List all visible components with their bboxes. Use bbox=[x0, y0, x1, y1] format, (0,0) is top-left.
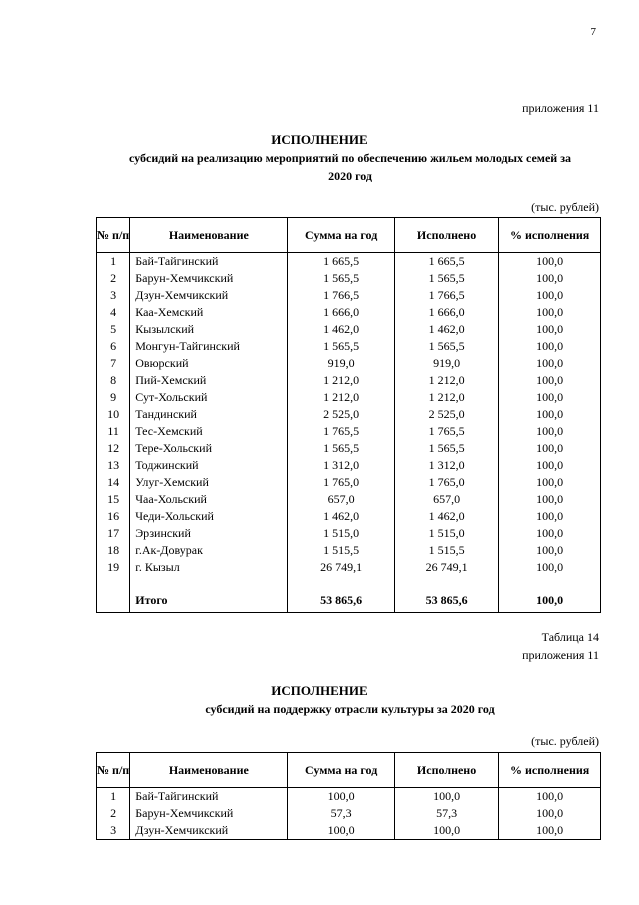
page-number: 7 bbox=[590, 26, 596, 38]
cell-name: Барун-Хемчикский bbox=[130, 270, 288, 287]
cell-name: Эрзинский bbox=[130, 525, 288, 542]
cell-done: 1 515,0 bbox=[394, 525, 498, 542]
header-num: № п/п bbox=[97, 218, 130, 253]
total-num bbox=[97, 588, 130, 613]
cell-num: 13 bbox=[97, 457, 130, 474]
table-row bbox=[97, 389, 601, 406]
cell-num: 16 bbox=[97, 508, 130, 525]
cell-name: Дзун-Хемчикский bbox=[130, 287, 288, 304]
cell-done: 1 765,0 bbox=[394, 474, 498, 491]
cell-num: 2 bbox=[97, 270, 130, 287]
cell-pct: 100,0 bbox=[499, 338, 601, 355]
cell-sum: 1 312,0 bbox=[288, 457, 394, 474]
cell-num: 3 bbox=[97, 287, 130, 304]
cell-name: Бай-Тайгинский bbox=[130, 253, 288, 271]
total-done: 53 865,6 bbox=[394, 588, 498, 613]
total-row bbox=[97, 588, 601, 613]
cell-num: 11 bbox=[97, 423, 130, 440]
cell-sum: 1 565,5 bbox=[288, 270, 394, 287]
cell-name: г. Кызыл bbox=[130, 559, 288, 576]
cell-num: 6 bbox=[97, 338, 130, 355]
cell-pct: 100,0 bbox=[499, 321, 601, 338]
cell-sum: 657,0 bbox=[288, 491, 394, 508]
header-pct: % исполнения bbox=[499, 753, 601, 788]
table2-units: (тыс. рублей) bbox=[531, 734, 599, 748]
table2-appendix: приложения 11 bbox=[522, 648, 599, 662]
spacer-cell bbox=[394, 576, 498, 588]
table-row bbox=[97, 805, 601, 822]
cell-done: 57,3 bbox=[394, 805, 498, 822]
cell-num: 5 bbox=[97, 321, 130, 338]
cell-pct: 100,0 bbox=[499, 253, 601, 271]
header-name: Наименование bbox=[130, 753, 288, 788]
total-label: Итого bbox=[130, 588, 288, 613]
cell-name: Кызылский bbox=[130, 321, 288, 338]
cell-done: 657,0 bbox=[394, 491, 498, 508]
table-row bbox=[97, 542, 601, 559]
cell-pct: 100,0 bbox=[499, 491, 601, 508]
spacer-cell bbox=[97, 576, 130, 588]
header-pct: % исполнения bbox=[499, 218, 601, 253]
table1-title: ИСПОЛНЕНИЕ bbox=[271, 132, 368, 147]
cell-sum: 100,0 bbox=[288, 788, 394, 806]
cell-sum: 919,0 bbox=[288, 355, 394, 372]
cell-name: Сут-Хольский bbox=[130, 389, 288, 406]
cell-num: 7 bbox=[97, 355, 130, 372]
cell-pct: 100,0 bbox=[499, 822, 601, 840]
cell-pct: 100,0 bbox=[499, 457, 601, 474]
cell-num: 4 bbox=[97, 304, 130, 321]
table2 bbox=[96, 752, 601, 840]
appendix-label: приложения 11 bbox=[522, 101, 599, 115]
cell-pct: 100,0 bbox=[499, 423, 601, 440]
cell-pct: 100,0 bbox=[499, 304, 601, 321]
table-row bbox=[97, 822, 601, 840]
cell-num: 9 bbox=[97, 389, 130, 406]
cell-done: 1 565,5 bbox=[394, 440, 498, 457]
cell-num: 12 bbox=[97, 440, 130, 457]
cell-name: Бай-Тайгинский bbox=[130, 788, 288, 806]
cell-name: Овюрский bbox=[130, 355, 288, 372]
table-row bbox=[97, 491, 601, 508]
cell-pct: 100,0 bbox=[499, 542, 601, 559]
cell-done: 1 765,5 bbox=[394, 423, 498, 440]
table-row bbox=[97, 559, 601, 576]
cell-pct: 100,0 bbox=[499, 559, 601, 576]
cell-name: Тес-Хемский bbox=[130, 423, 288, 440]
cell-sum: 1 212,0 bbox=[288, 372, 394, 389]
table2-subtitle: субсидий на поддержку отрасли культуры за 2020 год bbox=[205, 702, 495, 716]
cell-done: 1 565,5 bbox=[394, 270, 498, 287]
cell-pct: 100,0 bbox=[499, 525, 601, 542]
cell-name: Тере-Хольский bbox=[130, 440, 288, 457]
table-row bbox=[97, 457, 601, 474]
cell-pct: 100,0 bbox=[499, 372, 601, 389]
cell-done: 1 665,5 bbox=[394, 253, 498, 271]
table-row bbox=[97, 321, 601, 338]
table2-caption: Таблица 14 bbox=[541, 630, 599, 644]
table2-title: ИСПОЛНЕНИЕ bbox=[271, 683, 368, 698]
spacer-cell bbox=[130, 576, 288, 588]
header-num: № п/п bbox=[97, 753, 130, 788]
table-row bbox=[97, 440, 601, 457]
table-row bbox=[97, 423, 601, 440]
header-done: Исполнено bbox=[394, 753, 498, 788]
table1-subtitle-line2: 2020 год bbox=[328, 169, 372, 183]
cell-num: 14 bbox=[97, 474, 130, 491]
cell-pct: 100,0 bbox=[499, 287, 601, 304]
cell-pct: 100,0 bbox=[499, 440, 601, 457]
cell-done: 1 312,0 bbox=[394, 457, 498, 474]
cell-done: 2 525,0 bbox=[394, 406, 498, 423]
cell-pct: 100,0 bbox=[499, 389, 601, 406]
table1-units: (тыс. рублей) bbox=[531, 200, 599, 214]
table-row bbox=[97, 525, 601, 542]
cell-sum: 1 462,0 bbox=[288, 508, 394, 525]
cell-sum: 2 525,0 bbox=[288, 406, 394, 423]
cell-done: 1 766,5 bbox=[394, 287, 498, 304]
cell-name: Тоджинский bbox=[130, 457, 288, 474]
cell-pct: 100,0 bbox=[499, 355, 601, 372]
cell-name: Монгун-Тайгинский bbox=[130, 338, 288, 355]
cell-sum: 1 212,0 bbox=[288, 389, 394, 406]
total-sum: 53 865,6 bbox=[288, 588, 394, 613]
cell-done: 26 749,1 bbox=[394, 559, 498, 576]
cell-num: 17 bbox=[97, 525, 130, 542]
table1-subtitle-line1: субсидий на реализацию мероприятий по обеспечению жильем молодых семей за bbox=[128, 151, 572, 165]
table-row bbox=[97, 270, 601, 287]
cell-num: 2 bbox=[97, 805, 130, 822]
cell-pct: 100,0 bbox=[499, 508, 601, 525]
cell-num: 15 bbox=[97, 491, 130, 508]
cell-sum: 1 765,5 bbox=[288, 423, 394, 440]
table-row bbox=[97, 788, 601, 806]
cell-sum: 100,0 bbox=[288, 822, 394, 840]
cell-sum: 1 565,5 bbox=[288, 338, 394, 355]
cell-done: 1 212,0 bbox=[394, 389, 498, 406]
cell-sum: 1 666,0 bbox=[288, 304, 394, 321]
cell-num: 10 bbox=[97, 406, 130, 423]
cell-num: 18 bbox=[97, 542, 130, 559]
header-sum: Сумма на год bbox=[288, 218, 394, 253]
cell-name: Пий-Хемский bbox=[130, 372, 288, 389]
cell-sum: 1 515,5 bbox=[288, 542, 394, 559]
table-row bbox=[97, 406, 601, 423]
table-row bbox=[97, 372, 601, 389]
spacer-row bbox=[97, 576, 601, 588]
cell-done: 1 565,5 bbox=[394, 338, 498, 355]
cell-done: 1 666,0 bbox=[394, 304, 498, 321]
cell-pct: 100,0 bbox=[499, 474, 601, 491]
cell-name: Чеди-Хольский bbox=[130, 508, 288, 525]
cell-name: Дзун-Хемчикский bbox=[130, 822, 288, 840]
cell-done: 100,0 bbox=[394, 788, 498, 806]
cell-done: 1 462,0 bbox=[394, 508, 498, 525]
header-done: Исполнено bbox=[394, 218, 498, 253]
table-row bbox=[97, 304, 601, 321]
cell-sum: 1 765,0 bbox=[288, 474, 394, 491]
cell-done: 1 462,0 bbox=[394, 321, 498, 338]
header-name: Наименование bbox=[130, 218, 288, 253]
table-row bbox=[97, 253, 601, 271]
cell-name: Каа-Хемский bbox=[130, 304, 288, 321]
table-row bbox=[97, 287, 601, 304]
cell-pct: 100,0 bbox=[499, 406, 601, 423]
cell-done: 100,0 bbox=[394, 822, 498, 840]
cell-sum: 26 749,1 bbox=[288, 559, 394, 576]
table-row bbox=[97, 508, 601, 525]
cell-pct: 100,0 bbox=[499, 788, 601, 806]
table1 bbox=[96, 217, 601, 613]
cell-done: 919,0 bbox=[394, 355, 498, 372]
total-pct: 100,0 bbox=[499, 588, 601, 613]
table-row bbox=[97, 338, 601, 355]
cell-name: Улуг-Хемский bbox=[130, 474, 288, 491]
cell-name: г.Ак-Довурак bbox=[130, 542, 288, 559]
cell-pct: 100,0 bbox=[499, 805, 601, 822]
cell-name: Тандинский bbox=[130, 406, 288, 423]
cell-name: Барун-Хемчикский bbox=[130, 805, 288, 822]
cell-done: 1 212,0 bbox=[394, 372, 498, 389]
spacer-cell bbox=[288, 576, 394, 588]
table1-subtitle bbox=[90, 149, 610, 185]
cell-name: Чаа-Хольский bbox=[130, 491, 288, 508]
table-row bbox=[97, 355, 601, 372]
cell-num: 1 bbox=[97, 788, 130, 806]
cell-sum: 1 766,5 bbox=[288, 287, 394, 304]
cell-num: 1 bbox=[97, 253, 130, 271]
cell-num: 8 bbox=[97, 372, 130, 389]
cell-done: 1 515,5 bbox=[394, 542, 498, 559]
cell-sum: 1 462,0 bbox=[288, 321, 394, 338]
table2-header-row bbox=[97, 753, 601, 788]
cell-sum: 1 515,0 bbox=[288, 525, 394, 542]
table1-header-row bbox=[97, 218, 601, 253]
cell-sum: 1 665,5 bbox=[288, 253, 394, 271]
table-row bbox=[97, 474, 601, 491]
cell-num: 3 bbox=[97, 822, 130, 840]
cell-pct: 100,0 bbox=[499, 270, 601, 287]
header-sum: Сумма на год bbox=[288, 753, 394, 788]
spacer-cell bbox=[499, 576, 601, 588]
cell-sum: 1 565,5 bbox=[288, 440, 394, 457]
cell-num: 19 bbox=[97, 559, 130, 576]
cell-sum: 57,3 bbox=[288, 805, 394, 822]
